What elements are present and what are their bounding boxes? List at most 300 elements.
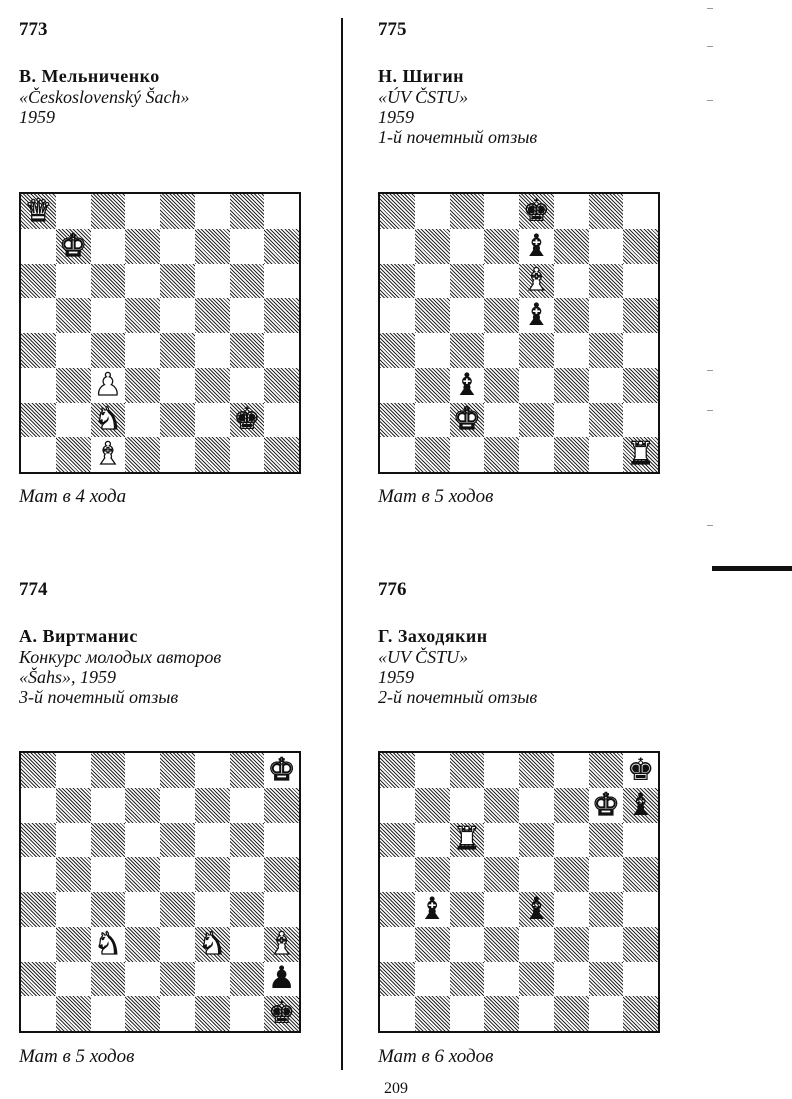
black-pawn-icon: ♟: [267, 960, 296, 997]
edge-mark: [707, 8, 713, 9]
square-a2: [380, 962, 415, 997]
square-a8: [21, 194, 56, 229]
white-king-icon: ♚: [59, 227, 88, 264]
black-bishop-icon: ♝: [452, 366, 481, 403]
problem-author: Г. Заходякин: [378, 626, 488, 646]
square-c6: [91, 823, 126, 858]
square-h5: [623, 857, 658, 892]
square-d6: [484, 264, 519, 299]
square-h3: [264, 368, 299, 403]
square-b5: [56, 857, 91, 892]
square-c1: [91, 437, 126, 472]
square-g7: [589, 788, 624, 823]
square-f3: [554, 368, 589, 403]
square-b8: [56, 194, 91, 229]
square-a1: [21, 437, 56, 472]
square-e6: [519, 823, 554, 858]
square-a7: [380, 229, 415, 264]
white-king-icon: ♚: [591, 786, 620, 823]
square-h2: [623, 962, 658, 997]
page-number: 209: [384, 1080, 408, 1097]
square-e8: [519, 753, 554, 788]
square-a1: [380, 437, 415, 472]
square-h4: [623, 333, 658, 368]
source-line: 3-й почетный отзыв: [19, 687, 179, 707]
square-c4: [450, 892, 485, 927]
square-d4: [484, 892, 519, 927]
square-c6: [450, 264, 485, 299]
source-line: 1959: [19, 107, 55, 127]
square-a6: [21, 823, 56, 858]
square-c3: [91, 927, 126, 962]
square-h1: [264, 996, 299, 1031]
white-bishop-icon: ♝: [522, 262, 551, 299]
square-f5: [554, 298, 589, 333]
white-knight-icon: ♞: [198, 925, 227, 962]
square-a6: [380, 264, 415, 299]
square-b4: [56, 333, 91, 368]
square-d3: [125, 927, 160, 962]
source-line: «Československý Šach»: [19, 87, 190, 107]
source-line: «ÚV ČSTU»: [378, 87, 469, 107]
square-g4: [589, 892, 624, 927]
square-h3: [264, 927, 299, 962]
square-g2: [589, 962, 624, 997]
square-d5: [125, 857, 160, 892]
square-g1: [589, 437, 624, 472]
white-bishop-icon: ♝: [93, 436, 122, 473]
square-d2: [125, 403, 160, 438]
square-g5: [230, 857, 265, 892]
square-f5: [195, 298, 230, 333]
square-a2: [21, 962, 56, 997]
square-b3: [56, 927, 91, 962]
square-g8: [589, 194, 624, 229]
square-c2: [450, 962, 485, 997]
square-g7: [230, 229, 265, 264]
task-text: Мат в 5 ходов: [378, 486, 494, 507]
square-d7: [484, 788, 519, 823]
square-e4: [160, 333, 195, 368]
square-d8: [484, 753, 519, 788]
square-f3: [195, 368, 230, 403]
square-e2: [160, 962, 195, 997]
black-king-icon: ♚: [522, 192, 551, 229]
square-f2: [195, 962, 230, 997]
square-c2: [450, 403, 485, 438]
square-g6: [589, 823, 624, 858]
square-e3: [160, 927, 195, 962]
square-e5: [160, 857, 195, 892]
square-d3: [484, 927, 519, 962]
white-king-icon: ♚: [267, 751, 296, 788]
square-c1: [450, 996, 485, 1031]
square-e5: [519, 857, 554, 892]
square-e1: [519, 437, 554, 472]
square-b7: [415, 788, 450, 823]
square-a7: [380, 788, 415, 823]
square-c7: [91, 788, 126, 823]
source-line: 1-й почетный отзыв: [378, 127, 538, 147]
square-b7: [56, 229, 91, 264]
square-c2: [91, 403, 126, 438]
square-a5: [21, 298, 56, 333]
square-h6: [264, 823, 299, 858]
square-b2: [56, 962, 91, 997]
square-d3: [125, 368, 160, 403]
problem-number: 773: [19, 19, 48, 40]
square-f8: [195, 194, 230, 229]
square-d6: [125, 264, 160, 299]
white-knight-icon: ♞: [93, 401, 122, 438]
edge-mark: [707, 370, 713, 371]
task-text: Мат в 6 ходов: [378, 1046, 494, 1067]
source-line: «Šahs», 1959: [19, 667, 117, 687]
square-c8: [450, 753, 485, 788]
square-g5: [230, 298, 265, 333]
square-e8: [519, 194, 554, 229]
square-d8: [125, 194, 160, 229]
square-g4: [589, 333, 624, 368]
black-king-icon: ♚: [626, 751, 655, 788]
white-bishop-icon: ♝: [267, 925, 296, 962]
problem-author: В. Мельниченко: [19, 66, 160, 86]
square-d7: [125, 788, 160, 823]
square-c4: [450, 333, 485, 368]
square-b8: [415, 753, 450, 788]
square-b3: [415, 368, 450, 403]
square-c7: [91, 229, 126, 264]
square-d5: [484, 298, 519, 333]
square-h2: [264, 962, 299, 997]
square-a5: [21, 857, 56, 892]
square-f2: [554, 962, 589, 997]
square-e1: [519, 996, 554, 1031]
white-pawn-icon: ♟: [93, 366, 122, 403]
square-c8: [91, 194, 126, 229]
source-line: «UV ČSTU»: [378, 647, 469, 667]
problem-774: [19, 579, 319, 707]
square-c3: [450, 927, 485, 962]
square-c3: [450, 368, 485, 403]
square-g3: [589, 927, 624, 962]
square-h7: [623, 229, 658, 264]
square-d7: [484, 229, 519, 264]
square-a7: [21, 788, 56, 823]
square-h7: [623, 788, 658, 823]
problem-number: 776: [378, 579, 407, 600]
edge-mark: [707, 525, 713, 526]
square-f2: [195, 403, 230, 438]
square-g5: [589, 298, 624, 333]
square-b6: [415, 264, 450, 299]
square-h1: [264, 437, 299, 472]
square-f8: [554, 753, 589, 788]
problem-773: [19, 19, 319, 127]
square-d1: [484, 996, 519, 1031]
square-g8: [230, 753, 265, 788]
square-h2: [623, 403, 658, 438]
source-line: 1959: [378, 107, 414, 127]
square-a5: [380, 857, 415, 892]
square-d1: [484, 437, 519, 472]
square-b4: [415, 333, 450, 368]
square-f4: [554, 333, 589, 368]
square-f8: [195, 753, 230, 788]
square-d4: [125, 892, 160, 927]
square-e4: [519, 892, 554, 927]
square-g8: [230, 194, 265, 229]
square-e5: [160, 298, 195, 333]
square-f1: [554, 437, 589, 472]
square-f4: [195, 333, 230, 368]
square-g3: [230, 927, 265, 962]
square-h3: [623, 368, 658, 403]
square-e8: [160, 753, 195, 788]
chess-board: [378, 192, 660, 474]
square-e2: [519, 403, 554, 438]
square-b5: [56, 298, 91, 333]
source-line: 1959: [378, 667, 414, 687]
square-a8: [21, 753, 56, 788]
problem-776: [378, 579, 678, 707]
square-c4: [91, 333, 126, 368]
square-a8: [380, 753, 415, 788]
square-h5: [264, 298, 299, 333]
square-g6: [589, 264, 624, 299]
square-d1: [125, 437, 160, 472]
square-h3: [623, 927, 658, 962]
square-b1: [56, 996, 91, 1031]
square-e4: [519, 333, 554, 368]
square-h8: [623, 753, 658, 788]
problem-number: 774: [19, 579, 48, 600]
square-g2: [589, 403, 624, 438]
page-edge-bar: [712, 566, 792, 571]
square-g5: [589, 857, 624, 892]
square-h6: [623, 264, 658, 299]
square-c8: [450, 194, 485, 229]
square-f5: [554, 857, 589, 892]
square-h5: [623, 298, 658, 333]
square-c7: [450, 229, 485, 264]
square-b6: [56, 264, 91, 299]
square-g6: [230, 264, 265, 299]
black-king-icon: ♚: [267, 995, 296, 1032]
square-a6: [21, 264, 56, 299]
square-f1: [195, 996, 230, 1031]
white-king-icon: ♚: [452, 401, 481, 438]
square-e2: [160, 403, 195, 438]
edge-mark: [707, 100, 713, 101]
square-e3: [519, 927, 554, 962]
square-c5: [91, 298, 126, 333]
square-g1: [230, 996, 265, 1031]
edge-mark: [707, 410, 713, 411]
problem-author: Н. Шигин: [378, 66, 465, 86]
square-c4: [91, 892, 126, 927]
square-b3: [56, 368, 91, 403]
square-g1: [230, 437, 265, 472]
square-c1: [450, 437, 485, 472]
square-c5: [450, 298, 485, 333]
chess-board: [19, 192, 301, 474]
square-f4: [195, 892, 230, 927]
square-a4: [380, 333, 415, 368]
square-b3: [415, 927, 450, 962]
square-f3: [554, 927, 589, 962]
square-e3: [160, 368, 195, 403]
column-divider: [341, 18, 343, 1070]
square-b7: [56, 788, 91, 823]
problem-775: [378, 19, 678, 147]
square-e6: [160, 823, 195, 858]
square-c8: [91, 753, 126, 788]
square-e7: [519, 229, 554, 264]
square-g2: [230, 962, 265, 997]
square-h2: [264, 403, 299, 438]
square-f3: [195, 927, 230, 962]
square-a3: [380, 927, 415, 962]
square-g2: [230, 403, 265, 438]
square-b1: [415, 437, 450, 472]
square-c2: [91, 962, 126, 997]
square-f8: [554, 194, 589, 229]
square-d8: [125, 753, 160, 788]
black-bishop-icon: ♝: [522, 227, 551, 264]
square-f2: [554, 403, 589, 438]
square-d5: [125, 298, 160, 333]
square-b1: [415, 996, 450, 1031]
square-d1: [125, 996, 160, 1031]
square-f1: [554, 996, 589, 1031]
black-bishop-icon: ♝: [522, 890, 551, 927]
square-d6: [484, 823, 519, 858]
square-a3: [380, 368, 415, 403]
square-f7: [195, 229, 230, 264]
square-e7: [160, 229, 195, 264]
square-h6: [264, 264, 299, 299]
square-e1: [160, 437, 195, 472]
square-h8: [264, 194, 299, 229]
square-f1: [195, 437, 230, 472]
square-e7: [160, 788, 195, 823]
square-g3: [230, 368, 265, 403]
source-line: 2-й почетный отзыв: [378, 687, 538, 707]
square-a3: [21, 368, 56, 403]
square-c1: [91, 996, 126, 1031]
square-d2: [484, 403, 519, 438]
square-f6: [195, 264, 230, 299]
square-h8: [264, 753, 299, 788]
square-h5: [264, 857, 299, 892]
square-h1: [623, 437, 658, 472]
square-d4: [125, 333, 160, 368]
square-f6: [195, 823, 230, 858]
square-d2: [484, 962, 519, 997]
square-b5: [415, 298, 450, 333]
square-a2: [380, 403, 415, 438]
chess-board: [19, 751, 301, 1033]
square-a7: [21, 229, 56, 264]
square-g4: [230, 333, 265, 368]
square-a2: [21, 403, 56, 438]
square-d5: [484, 857, 519, 892]
black-bishop-icon: ♝: [626, 786, 655, 823]
square-b2: [415, 403, 450, 438]
square-c5: [450, 857, 485, 892]
square-f7: [554, 788, 589, 823]
square-b2: [56, 403, 91, 438]
square-g3: [589, 368, 624, 403]
square-f5: [195, 857, 230, 892]
square-h1: [623, 996, 658, 1031]
problem-number: 775: [378, 19, 407, 40]
square-f6: [554, 264, 589, 299]
square-a1: [380, 996, 415, 1031]
square-b1: [56, 437, 91, 472]
square-a1: [21, 996, 56, 1031]
square-d4: [484, 333, 519, 368]
white-rook-icon: ♜: [452, 821, 481, 858]
square-b4: [56, 892, 91, 927]
square-h7: [264, 788, 299, 823]
square-e6: [160, 264, 195, 299]
square-b5: [415, 857, 450, 892]
square-h7: [264, 229, 299, 264]
square-g4: [230, 892, 265, 927]
square-a6: [380, 823, 415, 858]
square-e5: [519, 298, 554, 333]
white-queen-icon: ♛: [24, 192, 53, 229]
square-d7: [125, 229, 160, 264]
square-g8: [589, 753, 624, 788]
square-a4: [21, 892, 56, 927]
square-f6: [554, 823, 589, 858]
square-a4: [380, 892, 415, 927]
white-knight-icon: ♞: [93, 925, 122, 962]
white-rook-icon: ♜: [626, 436, 655, 473]
square-h8: [623, 194, 658, 229]
square-e4: [160, 892, 195, 927]
square-a4: [21, 333, 56, 368]
square-b6: [56, 823, 91, 858]
square-e2: [519, 962, 554, 997]
square-h6: [623, 823, 658, 858]
square-e8: [160, 194, 195, 229]
square-f7: [195, 788, 230, 823]
square-b2: [415, 962, 450, 997]
square-d6: [125, 823, 160, 858]
square-d8: [484, 194, 519, 229]
square-b4: [415, 892, 450, 927]
square-g1: [589, 996, 624, 1031]
square-c7: [450, 788, 485, 823]
task-text: Мат в 5 ходов: [19, 1046, 135, 1067]
square-a8: [380, 194, 415, 229]
square-c6: [450, 823, 485, 858]
square-h4: [264, 333, 299, 368]
black-bishop-icon: ♝: [522, 297, 551, 334]
square-c5: [91, 857, 126, 892]
task-text: Мат в 4 хода: [19, 486, 127, 507]
square-h4: [264, 892, 299, 927]
square-e6: [519, 264, 554, 299]
square-e7: [519, 788, 554, 823]
square-b8: [415, 194, 450, 229]
square-g7: [589, 229, 624, 264]
square-e3: [519, 368, 554, 403]
